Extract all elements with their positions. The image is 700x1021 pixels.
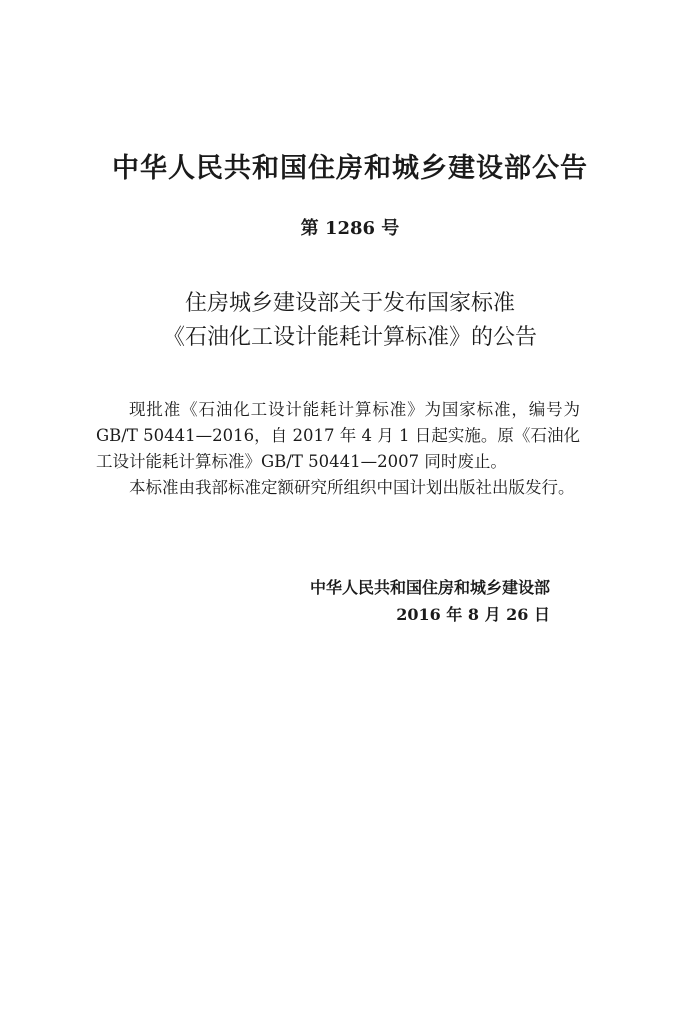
announcement-number: 第 1286 号 [300,218,400,239]
signature-organization: 中华人民共和国住房和城乡建设部 [309,578,550,597]
page-title: 中华人民共和国住房和城乡建设部公告 [112,153,588,184]
signature-date: 2016 年 8 月 26 日 [396,605,550,624]
body-paragraph-2: 本标准由我部标准定额研究所组织中国计划出版社出版发行。 [129,478,575,497]
subtitle-line-2: 《石油化工设计能耗计算标准》的公告 [162,325,537,350]
body-paragraph-1: 现批准《石油化工设计能耗计算标准》为国家标准，编号为GB/T 50441—2016，自 2017 年 4 月 1 日起实施。原《石油化工设计能耗计算标准》GB/T 50441—2007 同时废止。 [96,400,580,471]
subtitle-line-1: 住房城乡建设部关于发布国家标准 [184,291,515,316]
